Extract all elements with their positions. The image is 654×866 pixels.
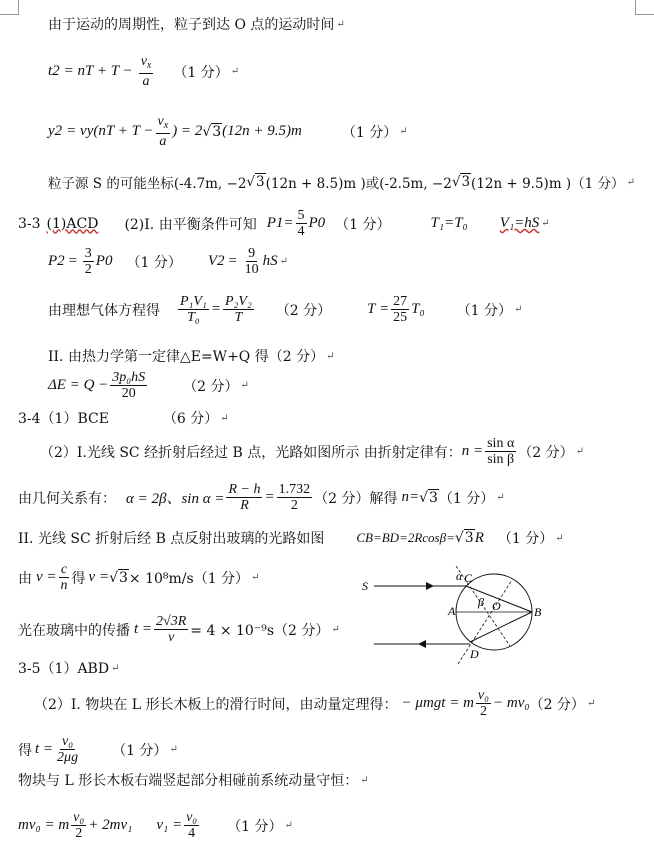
q35-line5: mv₀ = m $\frac{\text{v₀}}{2}$ + 2mv₁ v₁ = $\frac{\text{v₀}}{4}$ （1 分） ↵ (18, 810, 293, 841)
q34-line3: 由几何关系有： α = 2β、sin α = $\frac{R - h}{R}$ = $\frac{1.732}{2}$ （2 分）解得 n= √3 （1 分） ↵ (18, 482, 505, 513)
eq: α = 2β、sin α = (126, 491, 225, 507)
den: 2 (479, 704, 487, 719)
num: 5 (297, 208, 305, 223)
fraction (243, 246, 261, 277)
score: （2 分） (275, 302, 332, 319)
num: 27 (393, 294, 408, 309)
den: T₀ (187, 310, 200, 325)
den: T (234, 310, 243, 325)
den: 2μg (57, 750, 79, 765)
num: v₀ (477, 688, 489, 703)
eq: CB=BD=2Rcosβ= (356, 530, 455, 545)
eq: ΔE = Q − (48, 377, 109, 393)
q33-line2: P 2 = $\frac{3}{2}$ P 0 （1 分） V 2 = $\frac{9}{10}$ hS ↵ (48, 246, 289, 277)
text: （2）I. 物块在 L 形长木板上的滑行时间，由动量定理得： (34, 696, 398, 713)
text: (2)I. 由平衡条件可知 (124, 216, 257, 233)
den: 25 (393, 310, 408, 325)
num: v (140, 54, 147, 69)
eq: P (308, 215, 318, 231)
q34-line2: （2）I.光线 SC 经折射后经过 B 点，光路如图所示 由折射定律有： n = $\frac{\text{sin α}}{\text{sin β}}$ （2 分） ↵ (40, 436, 585, 467)
label-B: B (534, 605, 542, 619)
score: （2 分） (518, 444, 574, 461)
label-S: S (362, 579, 368, 593)
eq: R (474, 529, 484, 546)
fraction (476, 688, 491, 719)
num: sin α (487, 436, 515, 451)
text: 由几何关系有： (18, 490, 116, 507)
eq-sub: 0 (104, 253, 113, 269)
text: 由于运动的周期性，粒子到达 O 点的运动时间 (48, 17, 335, 33)
ray-arrow (426, 582, 434, 590)
score: （1 分） (126, 254, 182, 271)
eq: P (48, 253, 58, 269)
text: 由 (18, 570, 32, 587)
eq: P (266, 215, 276, 231)
text: 得 (71, 570, 86, 587)
eq-part: (12n + 9.5)m (222, 123, 302, 139)
eq-sub: 2 (57, 253, 65, 269)
num: 9 (248, 246, 256, 261)
fraction (83, 246, 94, 277)
num: 3 (84, 246, 92, 261)
eq-sub: 1 (275, 215, 284, 231)
score: （6 分） (162, 411, 219, 427)
question-label: 3-4（1）BCE (18, 411, 109, 427)
q35-line2: （2）I. 物块在 L 形长木板上的滑行时间，由动量定理得： − μmgt = m $\frac{\text{v₀}}{2}$ − mv₀ （2 分） ↵ (34, 688, 596, 719)
den: 2 (290, 498, 298, 513)
q35-line3: 得 t = $\frac{\text{v₀}}{2\mu g}$ （1 分） ↵ (18, 734, 178, 765)
fraction (71, 810, 86, 841)
score: （1 分） (335, 216, 391, 233)
q34-line5: 由 v = $\frac{c}{n}$ 得 v = √3 × 10⁸m/s（1 分） ↵ (18, 562, 260, 593)
den: 4 (188, 826, 196, 841)
q33-line3: 由理想气体方程得 $\frac{\text{P₁V₁}}{\text{T₀}}$ = $\frac{\text{P₂V₂}}{T}$ （2 分） T = $\frac{27}{25}$ T₀ （1 分） ↵ (48, 294, 523, 325)
q33-line5: ΔE = Q − $\frac{\text{3p₀hS}}{20}$ （2 分） ↵ (48, 370, 249, 401)
den: 20 (121, 386, 136, 401)
eq-lhs: t (48, 63, 53, 79)
text: (12n + 9.5)m )（1 分） (471, 176, 625, 192)
num: c (60, 562, 68, 577)
eq: T₀ (411, 301, 425, 317)
eq: T = (367, 301, 390, 317)
eq-sub: 2 (217, 253, 225, 269)
eq: t = (134, 621, 153, 637)
text: = 4 × 10⁻⁹s（2 分） (190, 622, 330, 639)
eq: t = (35, 741, 54, 757)
sqrt: √3 (419, 489, 438, 506)
fraction (184, 810, 199, 841)
fraction (156, 114, 171, 149)
den: 2 (84, 262, 92, 277)
normal-D (458, 580, 512, 664)
fraction (154, 614, 188, 645)
fraction (226, 482, 262, 513)
eq-sub: y (86, 123, 94, 139)
radicand: 3 (256, 174, 265, 190)
score: （2 分） (529, 696, 585, 713)
num: v (157, 114, 164, 129)
label-C: C (464, 571, 473, 585)
ray-arrow (418, 640, 426, 648)
q35-line1: 3-5（1）ABD ↵ (18, 658, 119, 678)
den: v (168, 630, 175, 645)
q33-line1: 3-3 (1)ACD (2)I. 由平衡条件可知 P 1 = $\frac{5}{4}$ P 0 （1 分） T₁=T₀ V₁=hS ↵ (18, 208, 550, 239)
den: R (240, 498, 249, 513)
eq-lhs: y (48, 123, 55, 139)
radicand: 3 (212, 123, 222, 140)
text: 物块与 L 形长木板右端竖起部分相碰前系统动量守恒： (18, 773, 359, 789)
sqrt: √3 (454, 530, 474, 546)
score: （2 分）解得 (314, 490, 398, 507)
fraction (139, 54, 154, 89)
fraction (296, 208, 307, 239)
fraction (55, 734, 80, 765)
fraction (178, 294, 209, 325)
num: P₁V₁ (180, 294, 207, 309)
den: a (159, 134, 167, 149)
fraction (223, 294, 254, 325)
num: 1.732 (278, 482, 311, 497)
eq-sub: 2 (52, 63, 60, 79)
num: 2√3R (156, 614, 187, 629)
den: 4 (297, 224, 305, 239)
q34-line6: 光在玻璃中的传播 t = $\frac{2√3R}{v}$ = 4 × 10⁻⁹s（2 分） ↵ (18, 614, 340, 645)
den: 10 (244, 262, 259, 277)
fraction (59, 562, 70, 593)
den: sin β (487, 452, 515, 467)
radicand: 3 (464, 530, 474, 546)
eq-part: ) = 2 (172, 123, 203, 139)
score: （1 分） (112, 742, 168, 759)
eq: n = (461, 443, 484, 459)
den: a (142, 74, 150, 89)
fraction (391, 294, 409, 325)
num: v₀ (186, 810, 198, 825)
label-O: O (492, 599, 501, 613)
eq: n= (401, 489, 420, 505)
num: P₂V₂ (224, 294, 252, 309)
eq: V (207, 253, 217, 269)
sqrt: √3 (451, 174, 471, 190)
eq: T₁=T₀ (430, 215, 468, 231)
score: （2 分） (183, 378, 239, 395)
eq-sub: 2 (54, 123, 63, 139)
radicand: 3 (461, 174, 471, 190)
eq: v = (36, 569, 57, 585)
text: 由理想气体方程得 (48, 302, 160, 319)
score: （1 分） (497, 531, 554, 547)
q35-line4: 物块与 L 形长木板右端竖起部分相碰前系统动量守恒： ↵ (18, 770, 369, 790)
question-label: 3-5（1）ABD (18, 661, 110, 677)
num: v₀ (73, 810, 85, 825)
fraction (485, 436, 516, 467)
text: （2）I.光线 SC 经折射后经过 B 点，光路如图所示 由折射定律有： (40, 444, 462, 461)
eq: = (283, 215, 294, 231)
page-corner-left (0, 0, 19, 15)
num-sub: x (146, 60, 152, 71)
eq: v₁ = (156, 817, 183, 833)
answer: (1)ACD (46, 215, 99, 232)
fraction (277, 482, 313, 513)
radicand: 3 (118, 569, 128, 586)
eq: V₁=hS (499, 215, 540, 231)
text: II. 光线 SC 折射后经 B 点反射出玻璃的光路如图 (18, 531, 325, 547)
sqrt: √3 (246, 174, 265, 190)
q33-line4: II. 由热力学第一定律△E=W+Q 得（2 分） ↵ (48, 346, 334, 366)
text: II. 由热力学第一定律△E=W+Q 得（2 分） (48, 349, 325, 365)
text-line-period: 由于运动的周期性，粒子到达 O 点的运动时间 ↵ (48, 14, 345, 34)
eq: = (264, 489, 275, 505)
text: 粒子源 S 的可能坐标(-4.7m, −2 (48, 176, 247, 192)
page-corner-right (635, 0, 654, 15)
den: n (60, 578, 68, 593)
equation-t2: t 2 = nT + T − $\frac{v_x}{a}$ （1 分） ↵ (48, 54, 240, 89)
optics-diagram (360, 560, 560, 670)
text: 光在玻璃中的传播 (18, 622, 130, 639)
question-label: 3-3 (18, 215, 41, 232)
eq: P (95, 253, 105, 269)
label-alpha: α (456, 569, 463, 583)
eq: − μmgt = m (401, 695, 474, 711)
score: （1 分） (227, 818, 283, 835)
text-line-source: 粒子源 S 的可能坐标(-4.7m, −2 √3 (12n + 8.5)m )或(-2.5m, −2 √3 (12n + 9.5)m )（1 分） ↵ (48, 174, 635, 192)
score: （1 分） (438, 490, 495, 507)
score: （1 分） (456, 302, 513, 319)
eq-part: (nT + T − (93, 123, 154, 139)
label-A: A (448, 604, 456, 618)
q34-line4: II. 光线 SC 折射后经 B 点反射出玻璃的光路如图 CB=BD=2Rcosβ= √3 R （1 分） ↵ (18, 529, 564, 547)
label-D: D (470, 647, 479, 661)
eq: v = (88, 569, 110, 585)
num: R − h (228, 482, 261, 497)
num: 3p₀hS (112, 370, 146, 385)
score: （1 分） (173, 64, 229, 81)
eq: − mv₀ (493, 695, 530, 711)
eq-sub: 0 (317, 215, 326, 231)
score: （1 分） (341, 124, 398, 141)
text: (12n + 8.5)m )或(-2.5m, −2 (265, 176, 452, 192)
q34-line1: 3-4（1）BCE （6 分） ↵ (18, 408, 229, 428)
equation-y2: y 2 = v y (nT + T − $\frac{v_x}{a}$ ) = 2 √3 (12n + 9.5)m （1 分） ↵ (48, 114, 408, 149)
sqrt: √3 (202, 123, 222, 140)
eq-part: = v (66, 123, 87, 139)
sqrt: √3 (109, 569, 128, 586)
num: v₀ (62, 734, 74, 749)
text: 得 (18, 742, 32, 759)
eq: mv₀ = m (18, 817, 70, 833)
radicand: 3 (429, 489, 438, 506)
eq: + 2mv₁ (88, 817, 133, 833)
den: 2 (75, 826, 83, 841)
num-sub: x (163, 120, 169, 131)
text: × 10⁸m/s（1 分） (128, 570, 250, 587)
label-beta: β (478, 595, 484, 609)
fraction (110, 370, 147, 401)
eq: hS (262, 253, 278, 269)
eq-body: = nT + T − (63, 63, 133, 79)
